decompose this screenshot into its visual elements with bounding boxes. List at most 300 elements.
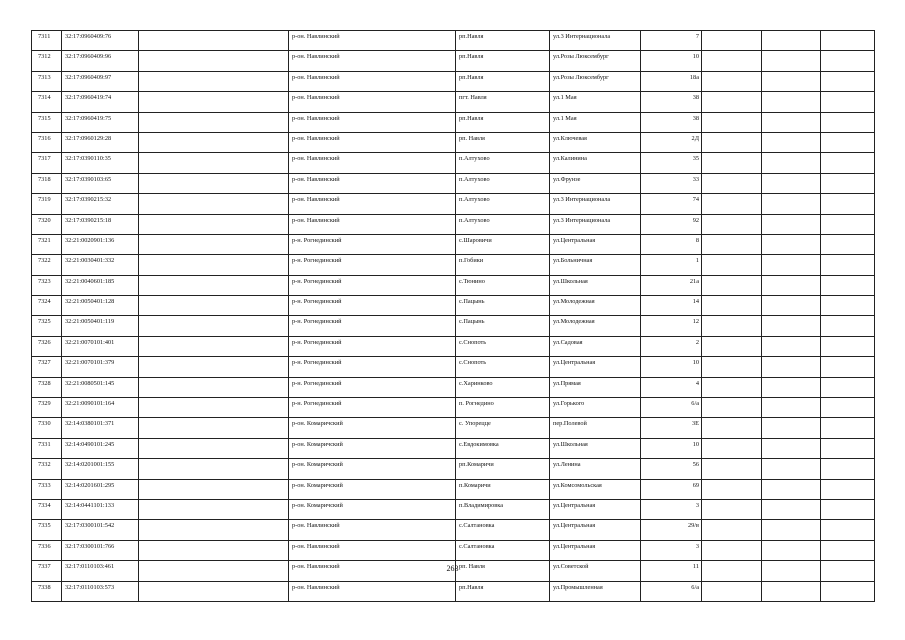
locality-cell: рп. Навля	[456, 561, 550, 581]
street-cell: ул.Прямая	[550, 377, 641, 397]
district-cell: р-он. Комаричский	[289, 479, 456, 499]
locality-cell: п.Владимировка	[456, 499, 550, 519]
house-number-cell: 38	[641, 112, 702, 132]
empty-cell	[139, 499, 289, 519]
row-number-cell: 7326	[32, 336, 62, 356]
street-cell: ул.Центральная	[550, 357, 641, 377]
street-cell: пер.Полевой	[550, 418, 641, 438]
house-number-cell: 35	[641, 153, 702, 173]
empty-cell	[762, 255, 821, 275]
empty-cell	[821, 398, 875, 418]
empty-cell	[821, 336, 875, 356]
empty-cell	[821, 214, 875, 234]
locality-cell: рп.Навля	[456, 112, 550, 132]
street-cell: ул.Центральная	[550, 540, 641, 560]
empty-cell	[702, 459, 762, 479]
empty-cell	[702, 316, 762, 336]
table-row	[32, 194, 875, 214]
street-cell: ул.Больничная	[550, 255, 641, 275]
table-row	[32, 438, 875, 458]
empty-cell	[139, 71, 289, 91]
empty-cell	[762, 173, 821, 193]
empty-cell	[702, 173, 762, 193]
cadastral-number-cell: 32:21:0070101:379	[62, 357, 139, 377]
district-cell: р-он. Навлинский	[289, 132, 456, 152]
district-cell: р-он. Навлинский	[289, 112, 456, 132]
street-cell: ул.3 Интернационала	[550, 31, 641, 51]
empty-cell	[702, 71, 762, 91]
empty-cell	[821, 234, 875, 254]
empty-cell	[139, 132, 289, 152]
house-number-cell: 2Д	[641, 132, 702, 152]
table-row	[32, 51, 875, 71]
district-cell: р-он. Комаричский	[289, 459, 456, 479]
locality-cell: с.Салтановка	[456, 540, 550, 560]
locality-cell: п.Алтухово	[456, 153, 550, 173]
locality-cell: с.Снопоть	[456, 357, 550, 377]
table-row	[32, 499, 875, 519]
empty-cell	[139, 153, 289, 173]
table-row	[32, 234, 875, 254]
district-cell: р-н. Рогнединский	[289, 357, 456, 377]
empty-cell	[821, 357, 875, 377]
table-row	[32, 357, 875, 377]
district-cell: р-он. Комаричский	[289, 418, 456, 438]
row-number-cell: 7313	[32, 71, 62, 91]
row-number-cell: 7320	[32, 214, 62, 234]
empty-cell	[139, 479, 289, 499]
row-number-cell: 7315	[32, 112, 62, 132]
cadastral-number-cell: 32:14:0201001:155	[62, 459, 139, 479]
empty-cell	[821, 581, 875, 601]
empty-cell	[139, 112, 289, 132]
house-number-cell: 8	[641, 234, 702, 254]
table-row	[32, 540, 875, 560]
empty-cell	[702, 194, 762, 214]
empty-cell	[821, 51, 875, 71]
empty-cell	[702, 438, 762, 458]
empty-cell	[762, 194, 821, 214]
empty-cell	[139, 459, 289, 479]
cadastral-number-cell: 32:21:0040601:185	[62, 275, 139, 295]
row-number-cell: 7333	[32, 479, 62, 499]
house-number-cell: 2	[641, 336, 702, 356]
cadastral-number-cell: 32:21:0070101:401	[62, 336, 139, 356]
district-cell: р-он. Навлинский	[289, 214, 456, 234]
empty-cell	[139, 214, 289, 234]
empty-cell	[702, 581, 762, 601]
table-row	[32, 520, 875, 540]
empty-cell	[139, 316, 289, 336]
table-row	[32, 153, 875, 173]
row-number-cell: 7311	[32, 31, 62, 51]
cadastral-number-cell: 32:14:0441101:133	[62, 499, 139, 519]
house-number-cell: 3	[641, 540, 702, 560]
empty-cell	[702, 520, 762, 540]
street-cell: ул.Розы Люксембург	[550, 71, 641, 91]
empty-cell	[762, 31, 821, 51]
house-number-cell: 6/а	[641, 581, 702, 601]
locality-cell: п.Комаричи	[456, 479, 550, 499]
locality-cell: с. Упорецце	[456, 418, 550, 438]
house-number-cell: 3	[641, 499, 702, 519]
house-number-cell: 7	[641, 31, 702, 51]
row-number-cell: 7331	[32, 438, 62, 458]
locality-cell: п. Рогнедино	[456, 398, 550, 418]
district-cell: р-он. Навлинский	[289, 51, 456, 71]
row-number-cell: 7324	[32, 296, 62, 316]
table-row	[32, 255, 875, 275]
district-cell: р-н. Рогнединский	[289, 316, 456, 336]
street-cell: ул.Молодежная	[550, 296, 641, 316]
house-number-cell: 1	[641, 255, 702, 275]
street-cell: ул.Промышленная	[550, 581, 641, 601]
empty-cell	[702, 296, 762, 316]
locality-cell: с.Тюнино	[456, 275, 550, 295]
empty-cell	[762, 214, 821, 234]
district-cell: р-он. Навлинский	[289, 153, 456, 173]
registry-table	[31, 30, 875, 602]
empty-cell	[762, 316, 821, 336]
empty-cell	[821, 255, 875, 275]
district-cell: р-он. Навлинский	[289, 581, 456, 601]
district-cell: р-он. Навлинский	[289, 92, 456, 112]
district-cell: р-он. Комаричский	[289, 438, 456, 458]
district-cell: р-он. Навлинский	[289, 520, 456, 540]
locality-cell: с.Шаровичи	[456, 234, 550, 254]
district-cell: р-он. Навлинский	[289, 173, 456, 193]
empty-cell	[762, 357, 821, 377]
empty-cell	[702, 336, 762, 356]
row-number-cell: 7322	[32, 255, 62, 275]
empty-cell	[762, 520, 821, 540]
house-number-cell: 56	[641, 459, 702, 479]
street-cell: ул.Центральная	[550, 520, 641, 540]
empty-cell	[702, 398, 762, 418]
district-cell: р-н. Рогнединский	[289, 398, 456, 418]
row-number-cell: 7325	[32, 316, 62, 336]
cadastral-number-cell: 32:21:0080501:145	[62, 377, 139, 397]
row-number-cell: 7329	[32, 398, 62, 418]
cadastral-number-cell: 32:17:0960409:97	[62, 71, 139, 91]
street-cell: ул.Школьная	[550, 438, 641, 458]
empty-cell	[762, 377, 821, 397]
district-cell: р-н. Рогнединский	[289, 296, 456, 316]
street-cell: ул.1 Мая	[550, 92, 641, 112]
locality-cell: п.Алтухово	[456, 173, 550, 193]
cadastral-number-cell: 32:17:0390110:35	[62, 153, 139, 173]
table-row	[32, 336, 875, 356]
empty-cell	[139, 357, 289, 377]
empty-cell	[821, 520, 875, 540]
house-number-cell: 33	[641, 173, 702, 193]
street-cell: ул.3 Интернационала	[550, 214, 641, 234]
table-row	[32, 132, 875, 152]
locality-cell: рп.Навля	[456, 31, 550, 51]
empty-cell	[762, 479, 821, 499]
table-row	[32, 173, 875, 193]
district-cell: р-н. Рогнединский	[289, 255, 456, 275]
table-row	[32, 112, 875, 132]
empty-cell	[702, 51, 762, 71]
cadastral-number-cell: 32:17:0960129:28	[62, 132, 139, 152]
empty-cell	[702, 112, 762, 132]
district-cell: р-н. Рогнединский	[289, 377, 456, 397]
house-number-cell: 4	[641, 377, 702, 397]
street-cell: ул.Розы Люксембург	[550, 51, 641, 71]
empty-cell	[821, 194, 875, 214]
locality-cell: с.Салтановка	[456, 520, 550, 540]
empty-cell	[762, 71, 821, 91]
empty-cell	[821, 377, 875, 397]
locality-cell: рп.Навля	[456, 51, 550, 71]
cadastral-number-cell: 32:17:0960409:76	[62, 31, 139, 51]
locality-cell: пгт. Навля	[456, 92, 550, 112]
row-number-cell: 7336	[32, 540, 62, 560]
house-number-cell: 38	[641, 92, 702, 112]
empty-cell	[139, 377, 289, 397]
street-cell: ул.Садовая	[550, 336, 641, 356]
house-number-cell: 14	[641, 296, 702, 316]
empty-cell	[702, 31, 762, 51]
table-row	[32, 459, 875, 479]
locality-cell: с.Харинково	[456, 377, 550, 397]
street-cell: ул.Ключевая	[550, 132, 641, 152]
row-number-cell: 7319	[32, 194, 62, 214]
table-row	[32, 71, 875, 91]
empty-cell	[139, 520, 289, 540]
empty-cell	[702, 255, 762, 275]
empty-cell	[762, 92, 821, 112]
row-number-cell: 7334	[32, 499, 62, 519]
empty-cell	[821, 71, 875, 91]
empty-cell	[702, 479, 762, 499]
row-number-cell: 7327	[32, 357, 62, 377]
empty-cell	[762, 398, 821, 418]
district-cell: р-он. Комаричский	[289, 499, 456, 519]
empty-cell	[139, 438, 289, 458]
house-number-cell: 12	[641, 316, 702, 336]
empty-cell	[821, 153, 875, 173]
table-row	[32, 479, 875, 499]
row-number-cell: 7338	[32, 581, 62, 601]
empty-cell	[702, 214, 762, 234]
house-number-cell: 6/а	[641, 398, 702, 418]
district-cell: р-он. Навлинский	[289, 540, 456, 560]
row-number-cell: 7335	[32, 520, 62, 540]
house-number-cell: 29/в	[641, 520, 702, 540]
street-cell: ул.Ленина	[550, 459, 641, 479]
row-number-cell: 7321	[32, 234, 62, 254]
house-number-cell: 10	[641, 357, 702, 377]
street-cell: ул.Калинина	[550, 153, 641, 173]
empty-cell	[139, 581, 289, 601]
empty-cell	[821, 173, 875, 193]
table-row	[32, 316, 875, 336]
empty-cell	[702, 234, 762, 254]
cadastral-number-cell: 32:21:0050401:128	[62, 296, 139, 316]
street-cell: ул.Школьная	[550, 275, 641, 295]
empty-cell	[139, 418, 289, 438]
empty-cell	[139, 194, 289, 214]
empty-cell	[762, 234, 821, 254]
district-cell: р-н. Рогнединский	[289, 234, 456, 254]
empty-cell	[139, 275, 289, 295]
house-number-cell: 3Е	[641, 418, 702, 438]
table-row	[32, 214, 875, 234]
house-number-cell: 18а	[641, 71, 702, 91]
locality-cell: рп. Навля	[456, 132, 550, 152]
empty-cell	[762, 336, 821, 356]
house-number-cell: 10	[641, 438, 702, 458]
row-number-cell: 7337	[32, 561, 62, 581]
empty-cell	[762, 132, 821, 152]
empty-cell	[821, 540, 875, 560]
table-row	[32, 418, 875, 438]
empty-cell	[762, 153, 821, 173]
cadastral-number-cell: 32:17:0390215:32	[62, 194, 139, 214]
empty-cell	[762, 112, 821, 132]
locality-cell: с.Пацынь	[456, 316, 550, 336]
empty-cell	[762, 275, 821, 295]
empty-cell	[821, 316, 875, 336]
house-number-cell: 11	[641, 561, 702, 581]
empty-cell	[139, 540, 289, 560]
cadastral-number-cell: 32:14:0490101:245	[62, 438, 139, 458]
street-cell: ул.Фрунзе	[550, 173, 641, 193]
row-number-cell: 7312	[32, 51, 62, 71]
empty-cell	[139, 31, 289, 51]
cadastral-number-cell: 32:17:0110103:573	[62, 581, 139, 601]
street-cell: ул.Комсомольская	[550, 479, 641, 499]
empty-cell	[139, 92, 289, 112]
empty-cell	[139, 173, 289, 193]
locality-cell: рп.Навля	[456, 581, 550, 601]
empty-cell	[821, 499, 875, 519]
empty-cell	[702, 499, 762, 519]
street-cell: ул.3 Интернационала	[550, 194, 641, 214]
cadastral-number-cell: 32:21:0090101:164	[62, 398, 139, 418]
row-number-cell: 7328	[32, 377, 62, 397]
empty-cell	[762, 499, 821, 519]
empty-cell	[821, 459, 875, 479]
house-number-cell: 74	[641, 194, 702, 214]
locality-cell: с.Евдокимовка	[456, 438, 550, 458]
cadastral-number-cell: 32:17:0110103:461	[62, 561, 139, 581]
district-cell: р-он. Навлинский	[289, 31, 456, 51]
table-row	[32, 398, 875, 418]
cadastral-number-cell: 32:17:0390103:65	[62, 173, 139, 193]
empty-cell	[139, 398, 289, 418]
empty-cell	[702, 153, 762, 173]
empty-cell	[702, 540, 762, 560]
empty-cell	[821, 112, 875, 132]
empty-cell	[139, 336, 289, 356]
cadastral-number-cell: 32:17:0300101:542	[62, 520, 139, 540]
empty-cell	[139, 234, 289, 254]
locality-cell: с.Снопоть	[456, 336, 550, 356]
empty-cell	[821, 132, 875, 152]
table-row	[32, 377, 875, 397]
table-row	[32, 296, 875, 316]
empty-cell	[821, 275, 875, 295]
page-number: 263	[446, 564, 459, 573]
table-row	[32, 275, 875, 295]
empty-cell	[702, 275, 762, 295]
empty-cell	[702, 132, 762, 152]
locality-cell: с.Пацынь	[456, 296, 550, 316]
district-cell: р-он. Навлинский	[289, 71, 456, 91]
empty-cell	[702, 357, 762, 377]
locality-cell: п.Алтухово	[456, 194, 550, 214]
row-number-cell: 7323	[32, 275, 62, 295]
street-cell: ул.Центральная	[550, 499, 641, 519]
empty-cell	[762, 459, 821, 479]
house-number-cell: 21а	[641, 275, 702, 295]
district-cell: р-он. Навлинский	[289, 194, 456, 214]
cadastral-number-cell: 32:21:0020901:136	[62, 234, 139, 254]
street-cell: ул.Горького	[550, 398, 641, 418]
locality-cell: рп.Комаричи	[456, 459, 550, 479]
empty-cell	[821, 479, 875, 499]
cadastral-number-cell: 32:17:0960419:75	[62, 112, 139, 132]
table-row	[32, 581, 875, 601]
cadastral-number-cell: 32:14:0201601:295	[62, 479, 139, 499]
street-cell: ул.1 Мая	[550, 112, 641, 132]
district-cell: р-он. Навлинский	[289, 561, 456, 581]
district-cell: р-н. Рогнединский	[289, 336, 456, 356]
table-body	[32, 31, 875, 602]
empty-cell	[762, 540, 821, 560]
house-number-cell: 10	[641, 51, 702, 71]
street-cell: ул.Молодежная	[550, 316, 641, 336]
table-row	[32, 92, 875, 112]
house-number-cell: 92	[641, 214, 702, 234]
cadastral-number-cell: 32:21:0050401:119	[62, 316, 139, 336]
row-number-cell: 7332	[32, 459, 62, 479]
empty-cell	[821, 438, 875, 458]
row-number-cell: 7316	[32, 132, 62, 152]
empty-cell	[702, 377, 762, 397]
row-number-cell: 7318	[32, 173, 62, 193]
locality-cell: п.Гобики	[456, 255, 550, 275]
empty-cell	[139, 51, 289, 71]
row-number-cell: 7314	[32, 92, 62, 112]
house-number-cell: 69	[641, 479, 702, 499]
street-cell: ул.Центральная	[550, 234, 641, 254]
locality-cell: рп.Навля	[456, 71, 550, 91]
empty-cell	[821, 296, 875, 316]
empty-cell	[702, 418, 762, 438]
cadastral-number-cell: 32:21:0030401:332	[62, 255, 139, 275]
empty-cell	[762, 581, 821, 601]
district-cell: р-н. Рогнединский	[289, 275, 456, 295]
empty-cell	[762, 296, 821, 316]
empty-cell	[821, 92, 875, 112]
empty-cell	[821, 418, 875, 438]
cadastral-number-cell: 32:17:0300101:766	[62, 540, 139, 560]
table-row	[32, 31, 875, 51]
empty-cell	[821, 31, 875, 51]
empty-cell	[702, 92, 762, 112]
locality-cell: п.Алтухово	[456, 214, 550, 234]
cadastral-number-cell: 32:17:0390215:18	[62, 214, 139, 234]
cadastral-number-cell: 32:14:0380101:371	[62, 418, 139, 438]
empty-cell	[139, 296, 289, 316]
empty-cell	[139, 255, 289, 275]
empty-cell	[762, 418, 821, 438]
cadastral-number-cell: 32:17:0960409:96	[62, 51, 139, 71]
